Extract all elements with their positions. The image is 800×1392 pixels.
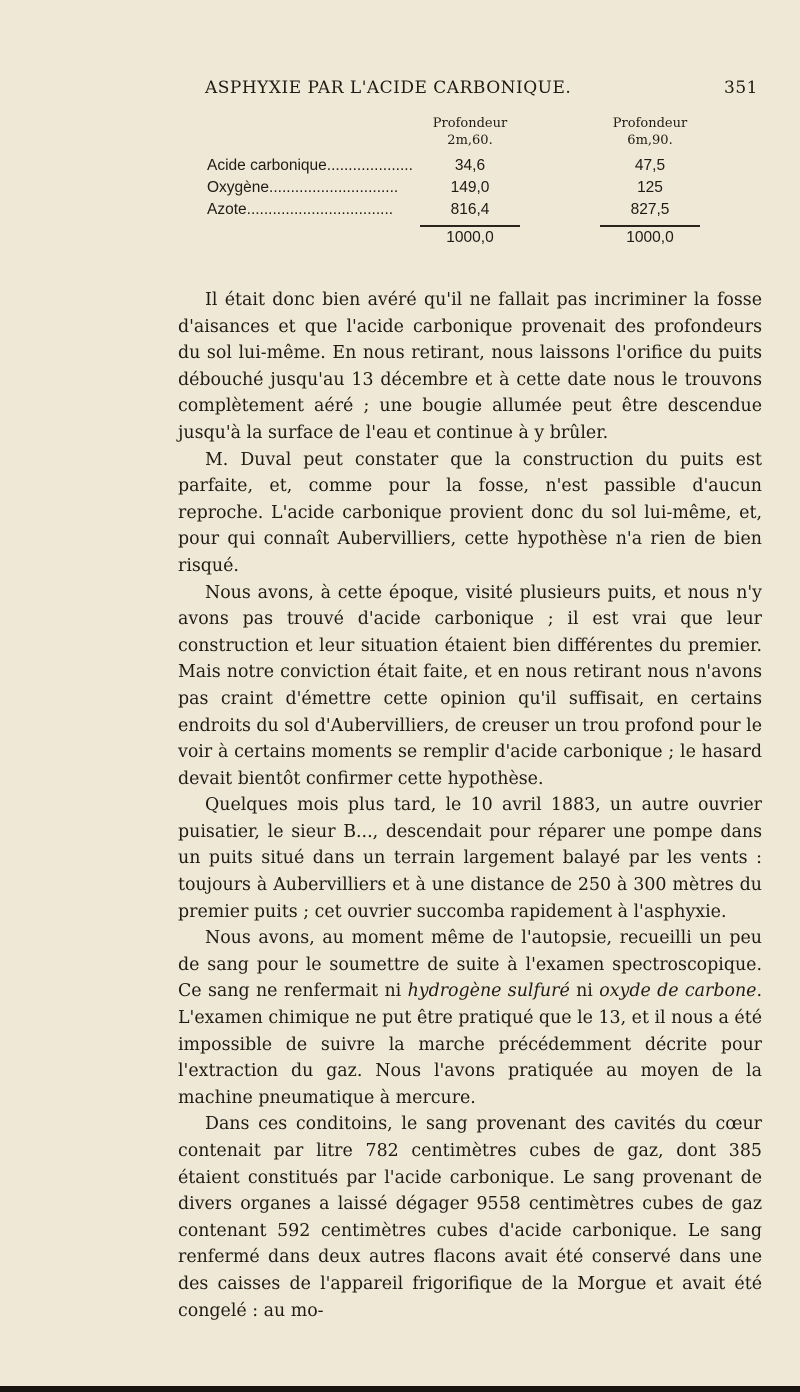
- row-value: 816,4: [450, 201, 490, 218]
- paragraph: Nous avons, à cette époque, visité plusieurs puits, et nous n'y avons pas trouvé d'acide carbonique ; il est vrai que leur construction et leur situation étaient bien différentes du premier. Mais notre conviction était faite, et en nous retirant nous n'avons pas craint d'émettre cette opinion qu'il suffisait, en certains endroits du sol d'Aubervilliers, de creuser un trou profond pour le voir à certains moments se remplir d'acide carbonique ; le hasard devait bientôt confirmer cette hypothèse.: [178, 582, 762, 789]
- table-row: [205, 179, 750, 201]
- column-header-label: Profondeur: [432, 116, 508, 131]
- paragraph: Quelques mois plus tard, le 10 avril 1883, un autre ouvrier puisatier, le sieur B..., descendait pour réparer une pompe dans un puits situé dans un terrain largement balayé par les vents : toujours à Aubervilliers et à une distance de 250 à 300 mètres du premier puits ; cet ouvrier succomba rapidement à l'asphyxie.: [178, 795, 762, 922]
- table-header: [205, 115, 750, 157]
- table-row: [205, 157, 750, 179]
- row-label: Oxygène..............................: [207, 179, 399, 196]
- row-value: 34,6: [454, 157, 486, 174]
- row-value: 827,5: [630, 201, 670, 218]
- body-text: [178, 287, 762, 1324]
- row-value: 47,5: [634, 157, 666, 174]
- column-header-depth: 6m,90.: [627, 133, 673, 148]
- table-total-row: [205, 229, 750, 251]
- text-run: Nous avons, au moment même de l'autopsie, recueilli un peu de sang pour le soumettre de suite à l'examen spectroscopique. Ce sang ne renfermait ni: [178, 928, 762, 1002]
- total-value: 1000,0: [626, 229, 674, 246]
- paragraph: Il était donc bien avéré qu'il ne fallait pas incriminer la fosse d'aisances et que l'acide carbonique provenait des profondeurs du sol lui-même. En nous retirant, nous laissons l'orifice du puits débouché jusqu'au 13 décembre et à cette date nous le trouvons complètement aéré ; une bougie allumée peut être descendue jusqu'à la surface de l'eau et continue à y brûler.: [178, 290, 762, 443]
- paragraph: [178, 925, 762, 1111]
- sum-rule: [420, 225, 520, 227]
- row-label: Azote..................................: [207, 201, 394, 218]
- page-number: 351: [724, 78, 758, 98]
- column-header-depth: 2m,60.: [447, 133, 493, 148]
- text-run: . L'examen chimique ne put être pratiqué que le 13, et il nous a été impossible de suivre la marche précédemment décrite pour l'extraction du gaz. Nous l'avons pratiquée au moyen de la machine pneumatique à mercure.: [178, 981, 762, 1108]
- emphasis: hydrogène sulfuré: [407, 981, 570, 1002]
- running-title: ASPHYXIE PAR L'ACIDE CARBONIQUE.: [205, 78, 572, 98]
- column-header: [595, 115, 705, 149]
- emphasis: oxyde de carbone: [599, 981, 757, 1002]
- paragraph: Dans ces conditoins, le sang provenant des cavités du cœur contenait par litre 782 centimètres cubes de gaz, dont 385 étaient constitués par l'acide carbonique. Le sang provenant de divers organes a laissé dégager 9558 centimètres cubes de gaz contenant 592 centimètres cubes d'acide carbonique. Le sang renfermé dans deux autres flacons avait été conservé dans une des caisses de l'appareil frigorifique de la Morgue et avait été congelé : au mo-: [178, 1114, 762, 1321]
- scan-edge: [0, 1386, 800, 1392]
- gas-composition-table: [205, 115, 750, 251]
- table-row: [205, 201, 750, 223]
- column-header-label: Profondeur: [612, 116, 688, 131]
- sum-rule: [600, 225, 700, 227]
- row-label: Acide carbonique....................: [207, 157, 413, 174]
- paragraph: M. Duval peut constater que la construction du puits est parfaite, et, comme pour la fosse, n'est passible d'aucun reproche. L'acide carbonique provient donc du sol lui-même, et, pour qui connaît Aubervilliers, cette hypothèse n'a rien de bien risqué.: [178, 449, 762, 576]
- row-value: 125: [637, 179, 663, 196]
- total-value: 1000,0: [446, 229, 494, 246]
- column-header: [415, 115, 525, 149]
- row-value: 149,0: [450, 179, 490, 196]
- text-run: ni: [569, 981, 600, 1002]
